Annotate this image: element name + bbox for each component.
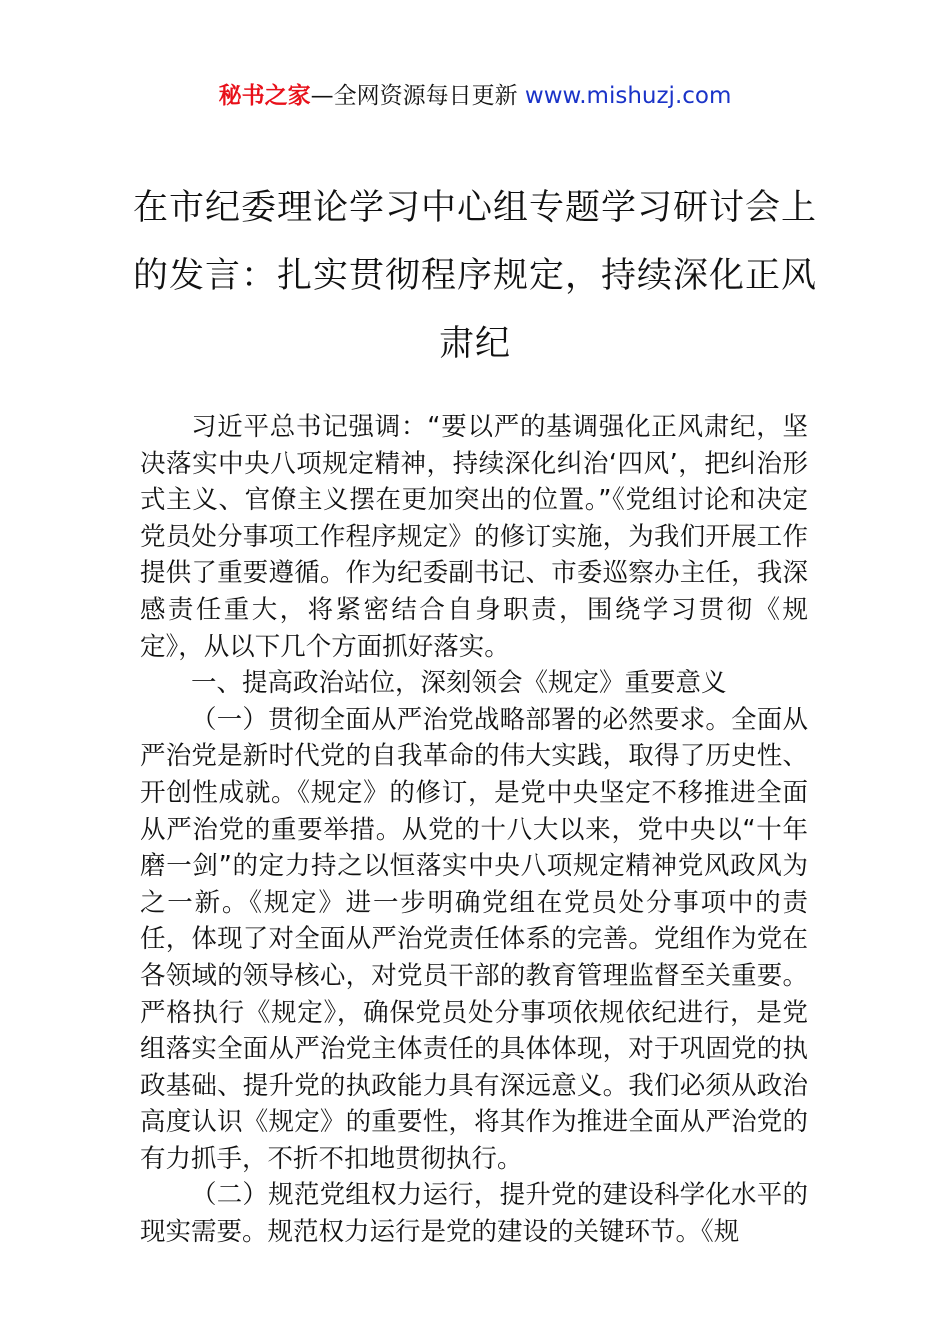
header-slogan: 全网资源每日更新 — [333, 83, 525, 109]
body-paragraph: （二）规范党组权力运行，提升党的建设科学化水平的现实需要。规范权力运行是党的建设的关键环节。《规 — [140, 1180, 808, 1248]
document-body — [140, 409, 808, 1251]
body-paragraph: （一）贯彻全面从严治党战略部署的必然要求。全面从严治党是新时代党的自我革命的伟大实践，取得了历史性、开创性成就。《规定》的修订，是党中央坚定不移推进全面从严治党的重要举措。从党的十八大以来，党中央以“十年磨一剑”的定力持之以恒落实中央八项规定精神党风政风为之一新。《规定》进一步明确党组在党员处分事项中的责任，体现了对全面从严治党责任体系的完善。党组作为党在各领域的领导核心，对党员干部的教育管理监督至关重要。严格执行《规定》，确保党员处分事项依规依纪进行，是党组落实全面从严治党主体责任的具体体现，对于巩固党的执政基础、提升党的执政能力具有深远意义。我们必须从政治高度认识《规定》的重要性，将其作为推进全面从严治党的有力抓手，不折不扣地贯彻执行。 — [140, 704, 808, 1174]
document-title: 在市纪委理论学习中心组专题学习研讨会上的发言：扎实贯彻程序规定，持续深化正风肃纪 — [132, 188, 817, 364]
site-url-link[interactable]: www.mishuzj.com — [524, 83, 732, 109]
intro-paragraph: 习近平总书记强调：“要以严的基调强化正风肃纪，坚决落实中央八项规定精神，持续深化纠治‘四风’，把纠治形式主义、官僚主义摆在更加突出的位置。”《党组讨论和决定党员处分事项工作程序规定》的修订实施，为我们开展工作提供了重要遵循。作为纪委副书记、市委巡察办主任，我深感责任重大，将紧密结合自身职责，围绕学习贯彻《规定》，从以下几个方面抓好落实。 — [140, 412, 808, 662]
brand-name: 秘书之家 — [218, 83, 311, 109]
header-dash: — — [310, 83, 334, 109]
site-header — [0, 80, 950, 112]
section-heading: 一、提高政治站位，深刻领会《规定》重要意义 — [191, 668, 727, 699]
